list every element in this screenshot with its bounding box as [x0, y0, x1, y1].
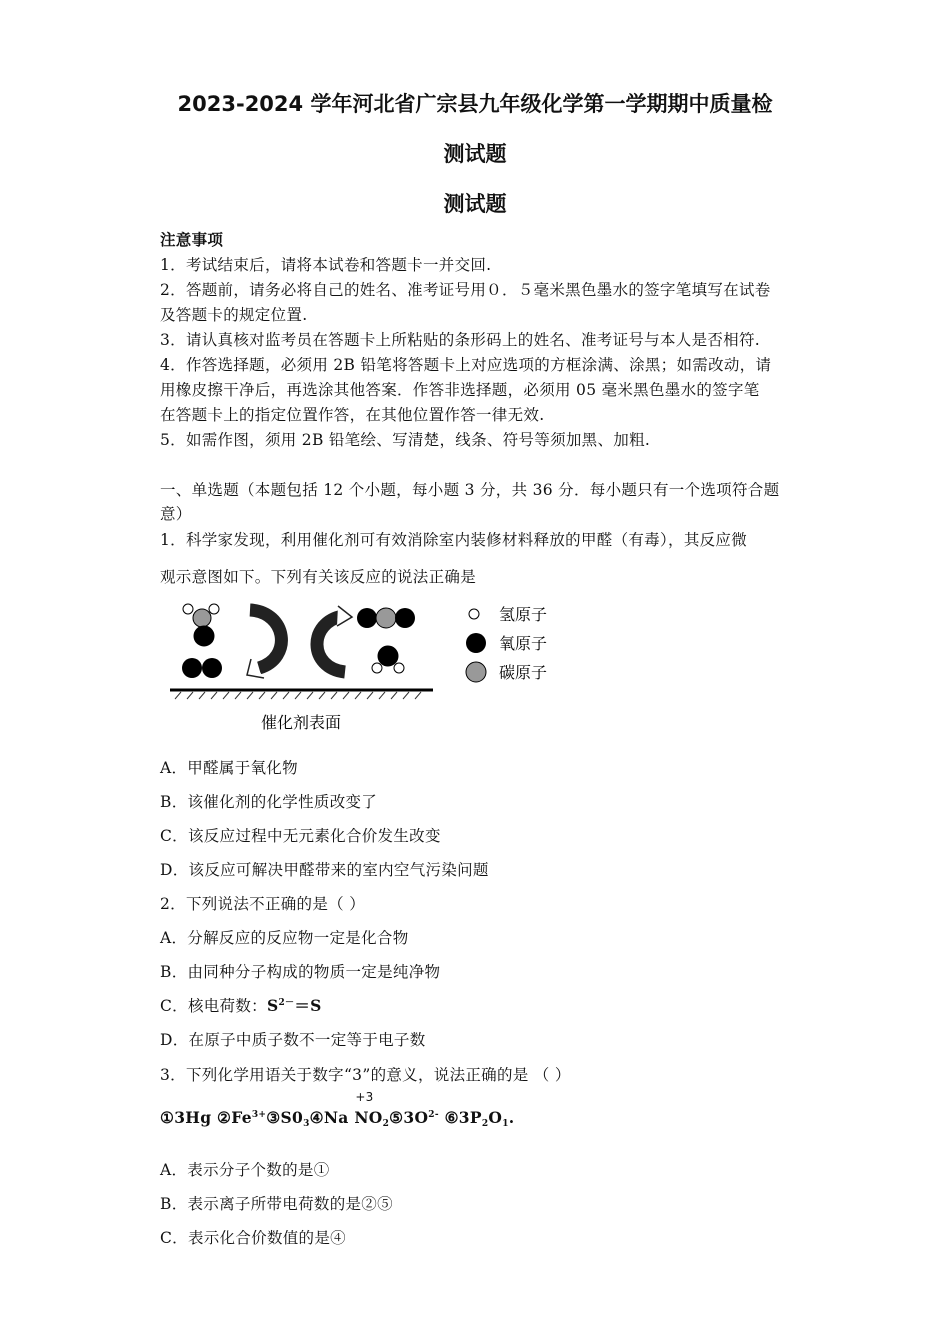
water-molecule [372, 646, 404, 673]
catalyst-surface [170, 690, 433, 699]
reaction-diagram [165, 598, 585, 738]
notice-line: 1．考试结束后，请将本试卷和答题卡一并交回. [160, 256, 492, 274]
q2-option-b: B．由同种分子构成的物质一定是纯净物 [160, 963, 441, 981]
section-heading-cont: 意） [160, 505, 192, 523]
carbon-legend-icon [466, 662, 486, 682]
notice-line: 用橡皮擦干净后，再选涂其他答案．作答非选择题，必须用 05 毫米黑色墨水的签字笔 [160, 381, 760, 399]
page-title-line-1: 2023-2024 学年河北省广宗县九年级化学第一学期期中质量检 [177, 92, 773, 116]
oxidation-state-label: +3 [355, 1090, 374, 1104]
q3-option-a: A．表示分子个数的是① [160, 1161, 330, 1179]
q1-option-c: C．该反应过程中无元素化合价发生改变 [160, 827, 441, 845]
notice-line: 4．作答选择题，必须用 2B 铅笔将答题卡上对应选项的方框涂满、涂黑；如需改动，请 [160, 356, 772, 374]
q2-option-d: D．在原子中质子数不一定等于电子数 [160, 1031, 426, 1049]
q1-stem: 1．科学家发现，利用催化剂可有效消除室内装修材料释放的甲醛（有毒），其反应微 [160, 531, 748, 549]
notice-line: 2．答题前，请务必将自己的姓名、准考证号用０．５毫米黑色墨水的签字笔填写在试卷 [160, 281, 771, 299]
notice-line: 5．如需作图，须用 2B 铅笔绘、写清楚，线条、符号等须加黑、加粗. [160, 431, 651, 449]
page-title-line-2: 测试题 [443, 142, 507, 166]
legend-oxygen-label: 氧原子 [499, 634, 548, 653]
surface-label: 催化剂表面 [261, 713, 342, 732]
q1-stem-cont: 观示意图如下。下列有关该反应的说法正确是 [160, 568, 477, 586]
formaldehyde-molecule [183, 604, 219, 646]
q3-option-c: C．表示化合价数值的是④ [160, 1229, 346, 1247]
carbon-dioxide-molecule [357, 608, 415, 628]
q1-option-d: D．该反应可解决甲醛带来的室内空气污染问题 [160, 861, 489, 879]
hydrogen-legend-icon [469, 609, 479, 619]
q3-option-b: B．表示离子所带电荷数的是②⑤ [160, 1195, 393, 1213]
q3-formulas: ①3Hg $②Fe^{3+}③S0_3④Na$ +3 $NO_2⑤3O^{2-}$ $⑥3P_2O_1$. [160, 1090, 515, 1129]
q1-option-b: B．该催化剂的化学性质改变了 [160, 793, 378, 811]
q2-option-c: C．核电荷数：$S^{2-}=S$ [160, 996, 322, 1015]
q2-option-a: A．分解反应的反应物一定是化合物 [160, 929, 409, 947]
notice-line: 及答题卡的规定位置. [160, 306, 308, 324]
q2-stem: 2．下列说法不正确的是（ ） [160, 895, 365, 913]
q3-stem: 3．下列化学用语关于数字“3”的意义，说法正确的是 （ ） [160, 1066, 571, 1084]
section-heading: 一、单选题（本题包括 12 个小题，每小题 3 分，共 36 分．每小题只有一个选项符合题 [160, 481, 780, 499]
page-title-line-3: 测试题 [443, 192, 507, 216]
legend-carbon-label: 碳原子 [499, 663, 548, 682]
curved-arrow-down [250, 610, 281, 668]
notice-heading: 注意事项 [160, 230, 224, 249]
legend-hydrogen-label: 氢原子 [499, 605, 548, 624]
oxygen-molecule [182, 658, 222, 678]
notice-line: 3．请认真核对监考员在答题卡上所粘贴的条形码上的姓名、准考证号与本人是否相符. [160, 331, 760, 349]
notice-line: 在答题卡上的指定位置作答，在其他位置作答一律无效. [160, 406, 545, 424]
q1-option-a: A．甲醛属于氧化物 [160, 759, 298, 777]
oxygen-legend-icon [466, 633, 486, 653]
